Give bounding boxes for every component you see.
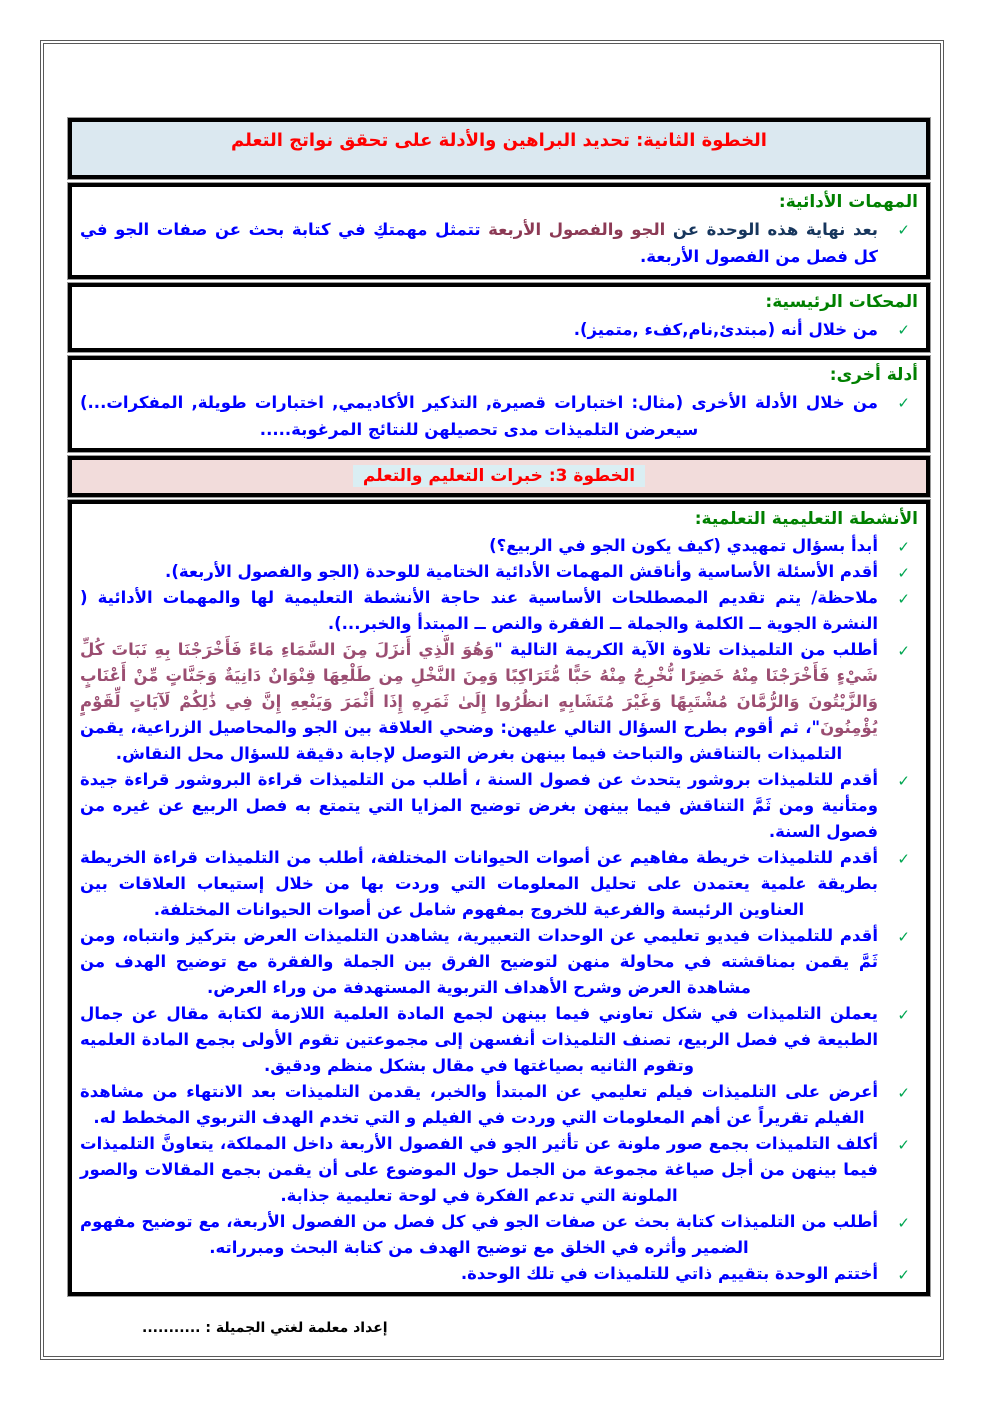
activity-text: أبدأ بسؤال تمهيدي (كيف يكون الجو في الربيع؟) bbox=[489, 536, 878, 555]
activities-box bbox=[68, 500, 930, 1296]
main-criteria-item bbox=[80, 316, 918, 343]
other-evidence-item bbox=[80, 389, 918, 443]
main-criteria-title: المحكات الرئيسية: bbox=[765, 292, 918, 312]
criteria-text: من خلال أنه (مبتدئ,نام,كفء ,متميز). bbox=[573, 320, 878, 339]
step2-header-box bbox=[68, 118, 930, 179]
checkmark-icon: ✓ bbox=[897, 538, 910, 556]
main-criteria-box bbox=[68, 283, 930, 352]
document-content bbox=[68, 118, 930, 1300]
checkmark-icon: ✓ bbox=[897, 1006, 910, 1024]
task-text-run: تتمثل مهمتكِ في كتابة بحث عن صفات الجو في كل فصل من الفصول الأربعة. bbox=[80, 220, 878, 266]
footer-credit: إعداد معلمة لغتي الجميلة : ........... bbox=[142, 1320, 388, 1336]
task-text-run: الجو والفصول الأربعة bbox=[488, 220, 666, 239]
checkmark-icon: ✓ bbox=[897, 1084, 910, 1102]
activity-item bbox=[80, 533, 918, 559]
activity-item bbox=[80, 585, 918, 637]
activity-text: أقدم للتلميذات خريطة مفاهيم عن أصوات الحيوانات المختلفة، أطلب من التلميذات قراءة الخريطة بطريقة علمية يعتمدن على تحليل المعلومات التي وردت بها من خلال إستيعاب العلاقات بين العناوين الرئيسة والفرعية للخروج بمفهوم شامل عن أصوات الحيوانات المختلفة. bbox=[80, 848, 878, 919]
activities-title: الأنشطة التعليمية التعلمية: bbox=[694, 509, 918, 529]
activity-item bbox=[80, 1261, 918, 1287]
activity-item bbox=[80, 923, 918, 1001]
evidence-text: من خلال الأدلة الأخرى (مثال: اختبارات قصيرة, التذكير الأكاديمي, اختبارات طويلة, المفكرات...) سيعرضن التلميذات مدى تحصيلهن للنتائج المرغوبة..... bbox=[80, 393, 878, 439]
activity-text: أختتم الوحدة بتقييم ذاتي للتلميذات في تلك الوحدة. bbox=[460, 1264, 878, 1283]
activity-text-run: "، ثم أقوم بطرح السؤال التالي عليهن: وضحي العلاقة بين الجو والمحاصيل الزراعية، يقمن التلميذات بالتناقش والتباحث فيما بينهن بغرض التوصل لإجابة دقيقة للسؤال محل النقاش. bbox=[80, 718, 843, 763]
activity-item bbox=[80, 1209, 918, 1261]
activity-text: ملاحظة/ يتم تقديم المصطلحات الأساسية عند حاجة الأنشطة التعليمية لها والمهمات الأدائية ( النشرة الجوية ــ الكلمة والجملة ــ الفقرة والنص ــ المبتدأ والخبر...). bbox=[80, 588, 878, 633]
activity-item bbox=[80, 1001, 918, 1079]
activity-text: أقدم للتلميذات فيديو تعليمي عن الوحدات التعبيرية، يشاهدن التلميذات العرض بتركيز وانتباه، ومن ثَمَّ يقمن بمناقشته في محاولة منهن لتوضيح الفرق بين الجملة والفقرة مع توضيح الهدف من مشاهدة العرض وشرح الأهداف التربوية المستهدفة من وراء العرض. bbox=[80, 926, 878, 997]
activity-item bbox=[80, 845, 918, 923]
activity-item bbox=[80, 559, 918, 585]
checkmark-icon: ✓ bbox=[897, 850, 910, 868]
checkmark-icon: ✓ bbox=[897, 564, 910, 582]
performance-tasks-box bbox=[68, 183, 930, 279]
activity-text: أطلب من التلميذات كتابة بحث عن صفات الجو في كل فصل من الفصول الأربعة، مع توضيح مفهوم الضمير وأثره في الخلق مع توضيح الهدف من كتابة البحث ومبرراته. bbox=[80, 1212, 878, 1257]
checkmark-icon: ✓ bbox=[897, 590, 910, 608]
activity-item-quran-verse bbox=[80, 637, 918, 767]
checkmark-icon: ✓ bbox=[897, 928, 910, 946]
step3-header-box bbox=[68, 456, 930, 497]
performance-tasks-title: المهمات الأدائية: bbox=[778, 192, 918, 212]
task-text-run: بعد نهاية هذه الوحدة عن bbox=[665, 220, 878, 239]
checkmark-icon: ✓ bbox=[897, 221, 910, 239]
activity-text: أقدم الأسئلة الأساسية وأناقش المهمات الأدائية الختامية للوحدة (الجو والفصول الأربعة). bbox=[165, 562, 878, 581]
checkmark-icon: ✓ bbox=[897, 1136, 910, 1154]
performance-task-item bbox=[80, 216, 918, 270]
other-evidence-box bbox=[68, 356, 930, 452]
activity-item bbox=[80, 1079, 918, 1131]
step3-header-title: الخطوة 3: خبرات التعليم والتعلم bbox=[353, 465, 645, 487]
activity-text: يعملن التلميذات في شكل تعاوني فيما بينهن لجمع المادة العلمية اللازمة لكتابة مقال عن جمال الطبيعة في فصل الربيع، تصنف التلميذات أنفسهن إلى مجموعتين تقوم الأولى بجمع المادة العلميه وتقوم الثانيه بصياغتها في مقال بشكل منظم ودقيق. bbox=[80, 1004, 878, 1075]
checkmark-icon: ✓ bbox=[897, 1214, 910, 1232]
step2-header-title: الخطوة الثانية: تحديد البراهين والأدلة على تحقق نواتج التعلم bbox=[231, 130, 767, 151]
checkmark-icon: ✓ bbox=[897, 394, 910, 412]
other-evidence-title: أدلة أخرى: bbox=[829, 365, 918, 385]
activity-item bbox=[80, 767, 918, 845]
quran-verse-text: وَهُوَ الَّذِي أَنزَلَ مِنَ السَّمَاءِ مَاءً فَأَخْرَجْنَا بِهِ نَبَاتَ كُلِّ شَيْءٍ فَأَخْرَجْنَا مِنْهُ خَضِرًا نُّخْرِجُ مِنْهُ حَبًّا مُّتَرَاكِبًا وَمِنَ النَّخْلِ مِن طَلْعِهَا قِنْوَانٌ دَانِيَةٌ وَجَنَّاتٍ مِّنْ أَعْنَابٍ وَالزَّيْتُونَ وَالرُّمَّانَ مُشْتَبِهًا وَغَيْرَ مُتَشَابِهٍ انظُرُوا إِلَىٰ ثَمَرِهِ إِذَا أَثْمَرَ وَيَنْعِهِ إِنَّ فِي ذَٰلِكُمْ لَآيَاتٍ لِّقَوْمٍ يُؤْمِنُونَ bbox=[80, 640, 878, 737]
activity-text: أقدم للتلميذات بروشور يتحدث عن فصول السنة ، أطلب من التلميذات قراءة البروشور قراءة جيدة ومتأنية ومن ثَمَّ التناقش فيما بينهن بغرض توضيح المزايا التي يتمتع به فصل الربيع عن غيره من فصول السنة. bbox=[80, 770, 878, 841]
activity-text-run: أطلب من التلميذات تلاوة الآية الكريمة التالية " bbox=[494, 640, 878, 659]
activity-text: أعرض على التلميذات فيلم تعليمي عن المبتدأ والخبر، يقدمن التلميذات بعد الانتهاء من مشاهدة الفيلم تقريراً عن أهم المعلومات التي وردت في الفيلم و التي تخدم الهدف التربوي المخطط له. bbox=[80, 1082, 878, 1127]
activity-text: أكلف التلميذات بجمع صور ملونة عن تأثير الجو في الفصول الأربعة داخل المملكة، يتعاونَّ التلميذات فيما بينهن من أجل صياغة مجموعة من الجمل حول الموضوع على أن يقمن بجمع المقالات والصور الملونة التي تدعم الفكرة في لوحة تعليمية جذابة. bbox=[80, 1134, 878, 1205]
checkmark-icon: ✓ bbox=[897, 1266, 910, 1284]
activity-item bbox=[80, 1131, 918, 1209]
checkmark-icon: ✓ bbox=[897, 772, 910, 790]
checkmark-icon: ✓ bbox=[897, 642, 910, 660]
checkmark-icon: ✓ bbox=[897, 321, 910, 339]
